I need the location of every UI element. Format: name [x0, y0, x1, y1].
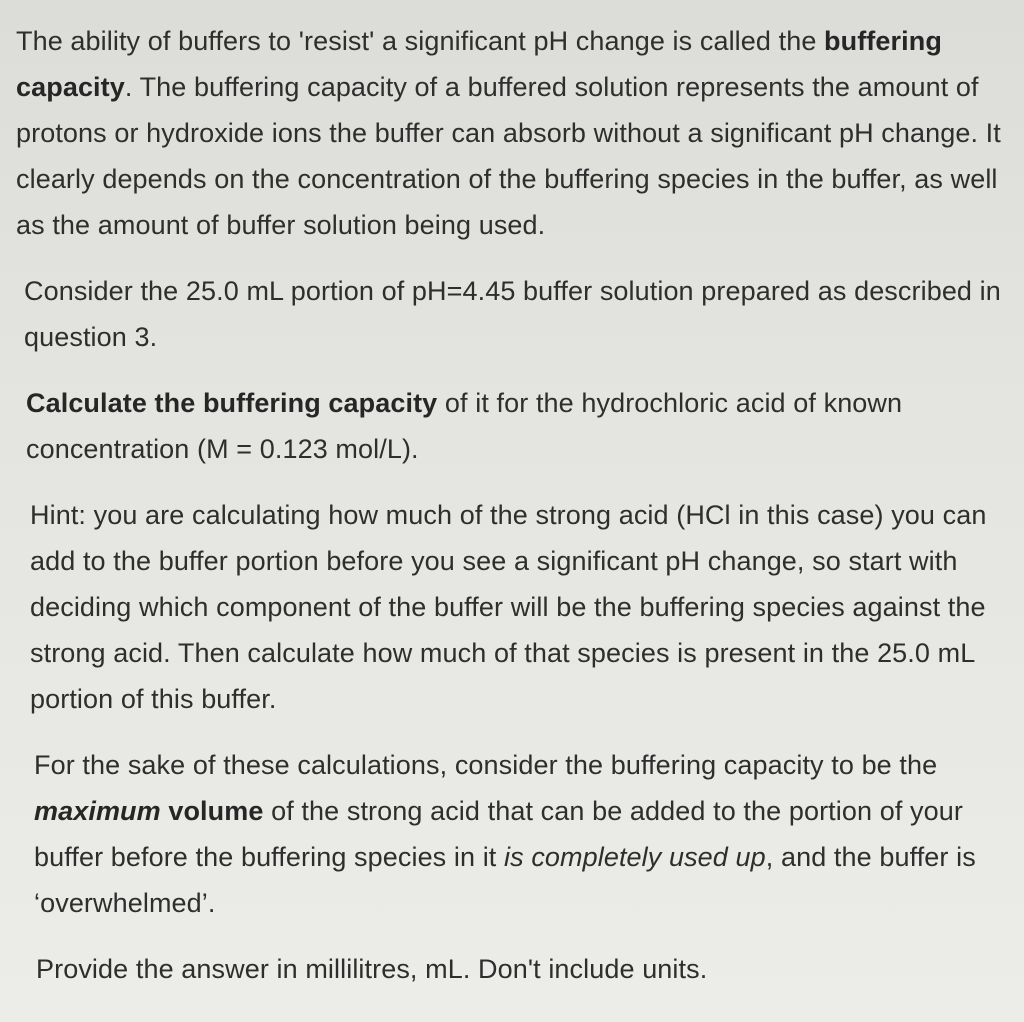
- instruction-text: Provide the answer in millilitres, mL. Don't include units.: [36, 954, 708, 984]
- hint-paragraph: [30, 492, 1004, 722]
- intro-text-start: The ability of buffers to 'resist' a significant pH change is called the: [16, 26, 825, 56]
- hint-text: Hint: you are calculating how much of the strong acid (HCl in this case) you can add to the buffer portion before you see a significant pH change, so start with deciding which component of the buffer will be the buffering species against the strong acid. Then calculate how much of that species is present in the 25.0 mL portion of this buffer.: [30, 500, 987, 714]
- context-paragraph: [24, 268, 1004, 360]
- instruction-paragraph: [36, 946, 1004, 992]
- task-emphasis: Calculate the buffering capacity: [26, 388, 438, 418]
- definition-text-middle: of the strong acid that can be added to the portion of your buffer before the buffering species in it: [34, 796, 963, 872]
- definition-text-start: For the sake of these calculations, consider the buffering capacity to be the: [34, 750, 938, 780]
- task-paragraph: [26, 380, 1004, 472]
- task-text: of it for the hydrochloric acid of known concentration (M = 0.123 mol/L).: [26, 388, 903, 464]
- intro-paragraph: [16, 18, 1004, 248]
- buffering-capacity-term: buffering capacity: [16, 26, 942, 102]
- maximum-volume-term: [34, 796, 263, 826]
- intro-text-rest: . The buffering capacity of a buffered solution represents the amount of protons or hydroxide ions the buffer can absorb without a significant pH change. It clearly depends on the concentration of the buffering species in the buffer, as well as the amount of buffer solution being used.: [16, 72, 1001, 240]
- context-text: Consider the 25.0 mL portion of pH=4.45 buffer solution prepared as described in question 3.: [24, 276, 1001, 352]
- definition-paragraph: [34, 742, 1004, 926]
- volume-word: volume: [160, 796, 264, 826]
- maximum-word: maximum: [34, 796, 161, 826]
- definition-text-end: , and the buffer is ‘overwhelmed’.: [34, 842, 976, 918]
- used-up-phrase: is completely used up: [504, 842, 766, 872]
